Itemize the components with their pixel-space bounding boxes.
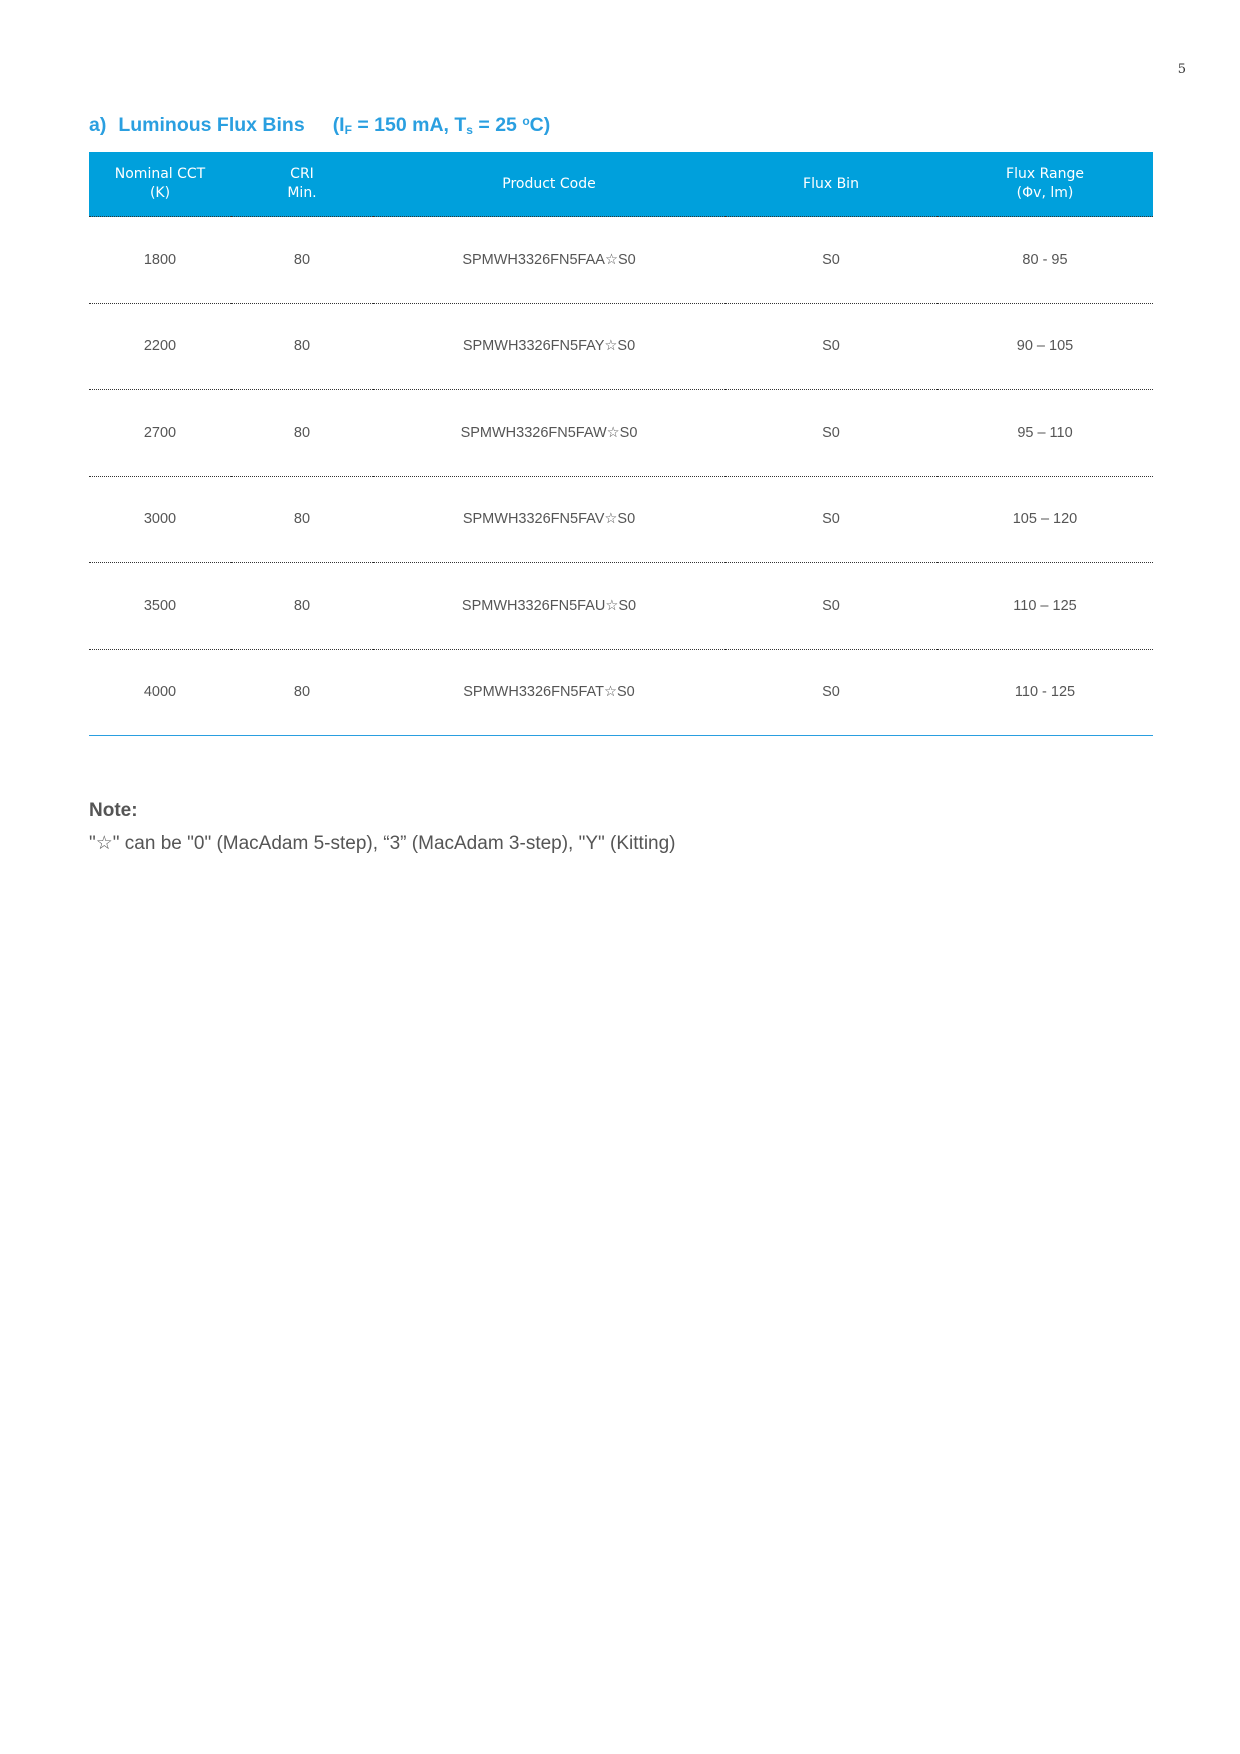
cell-nominal-cct: 2700 bbox=[89, 390, 231, 477]
header-nominal-cct bbox=[89, 152, 231, 217]
cell-flux-range: 105 – 120 bbox=[937, 476, 1153, 563]
condition-subscript: s bbox=[466, 123, 473, 137]
cell-flux-bin: S0 bbox=[725, 649, 937, 736]
cell-product-code: SPMWH3326FN5FAW☆S0 bbox=[373, 390, 725, 477]
cell-flux-bin: S0 bbox=[725, 303, 937, 390]
table-row bbox=[89, 476, 1153, 563]
table-body bbox=[89, 217, 1153, 736]
cell-nominal-cct: 4000 bbox=[89, 649, 231, 736]
section-title bbox=[89, 114, 550, 137]
cell-flux-bin: S0 bbox=[725, 217, 937, 304]
condition-subscript: F bbox=[344, 123, 352, 137]
test-condition bbox=[333, 114, 551, 136]
section-title-text: Luminous Flux Bins bbox=[118, 114, 305, 136]
cell-flux-range: 110 – 125 bbox=[937, 563, 1153, 650]
cell-nominal-cct: 3500 bbox=[89, 563, 231, 650]
header-flux-bin bbox=[725, 152, 937, 217]
cell-flux-bin: S0 bbox=[725, 390, 937, 477]
cell-flux-range: 95 – 110 bbox=[937, 390, 1153, 477]
table-row bbox=[89, 390, 1153, 477]
header-label: Product Code bbox=[502, 175, 596, 192]
cell-product-code: SPMWH3326FN5FAV☆S0 bbox=[373, 476, 725, 563]
section-item-label: a) bbox=[89, 114, 107, 136]
cell-cri-min: 80 bbox=[231, 390, 373, 477]
cell-flux-bin: S0 bbox=[725, 476, 937, 563]
header-cri bbox=[231, 152, 373, 217]
cell-nominal-cct: 3000 bbox=[89, 476, 231, 563]
cell-cri-min: 80 bbox=[231, 217, 373, 304]
table-row bbox=[89, 649, 1153, 736]
cell-nominal-cct: 2200 bbox=[89, 303, 231, 390]
condition-superscript: o bbox=[522, 114, 530, 128]
header-product-code bbox=[373, 152, 725, 217]
condition-part: = 150 mA, T bbox=[351, 114, 467, 136]
cell-product-code: SPMWH3326FN5FAA☆S0 bbox=[373, 217, 725, 304]
table-row bbox=[89, 563, 1153, 650]
cell-flux-bin: S0 bbox=[725, 563, 937, 650]
table-header-row bbox=[89, 152, 1153, 217]
header-flux-range bbox=[937, 152, 1153, 217]
header-label: Flux Bin bbox=[803, 175, 859, 192]
note-text: "☆" can be "0" (MacAdam 5-step), “3” (MacAdam 3-step), "Y" (Kitting) bbox=[89, 833, 676, 854]
cell-nominal-cct: 1800 bbox=[89, 217, 231, 304]
cell-product-code: SPMWH3326FN5FAT☆S0 bbox=[373, 649, 725, 736]
condition-part: = 25 bbox=[472, 114, 523, 136]
condition-part: C) bbox=[529, 114, 551, 136]
table-row bbox=[89, 303, 1153, 390]
cell-cri-min: 80 bbox=[231, 303, 373, 390]
cell-flux-range: 80 - 95 bbox=[937, 217, 1153, 304]
header-sublabel: (K) bbox=[149, 185, 171, 201]
header-label: Nominal CCT bbox=[114, 166, 206, 182]
header-sublabel: (Φv, lm) bbox=[1016, 185, 1074, 201]
condition-part: (I bbox=[332, 114, 345, 136]
cell-flux-range: 110 - 125 bbox=[937, 649, 1153, 736]
cell-flux-range: 90 – 105 bbox=[937, 303, 1153, 390]
cell-cri-min: 80 bbox=[231, 563, 373, 650]
cell-cri-min: 80 bbox=[231, 476, 373, 563]
cell-product-code: SPMWH3326FN5FAY☆S0 bbox=[373, 303, 725, 390]
cell-product-code: SPMWH3326FN5FAU☆S0 bbox=[373, 563, 725, 650]
cell-cri-min: 80 bbox=[231, 649, 373, 736]
table-row bbox=[89, 217, 1153, 304]
note-heading: Note: bbox=[89, 800, 138, 821]
page-number: 5 bbox=[1177, 62, 1186, 77]
header-label: CRI bbox=[290, 166, 314, 182]
header-label: Flux Range bbox=[1006, 166, 1084, 182]
header-sublabel: Min. bbox=[287, 185, 317, 201]
flux-bin-table bbox=[89, 152, 1153, 736]
